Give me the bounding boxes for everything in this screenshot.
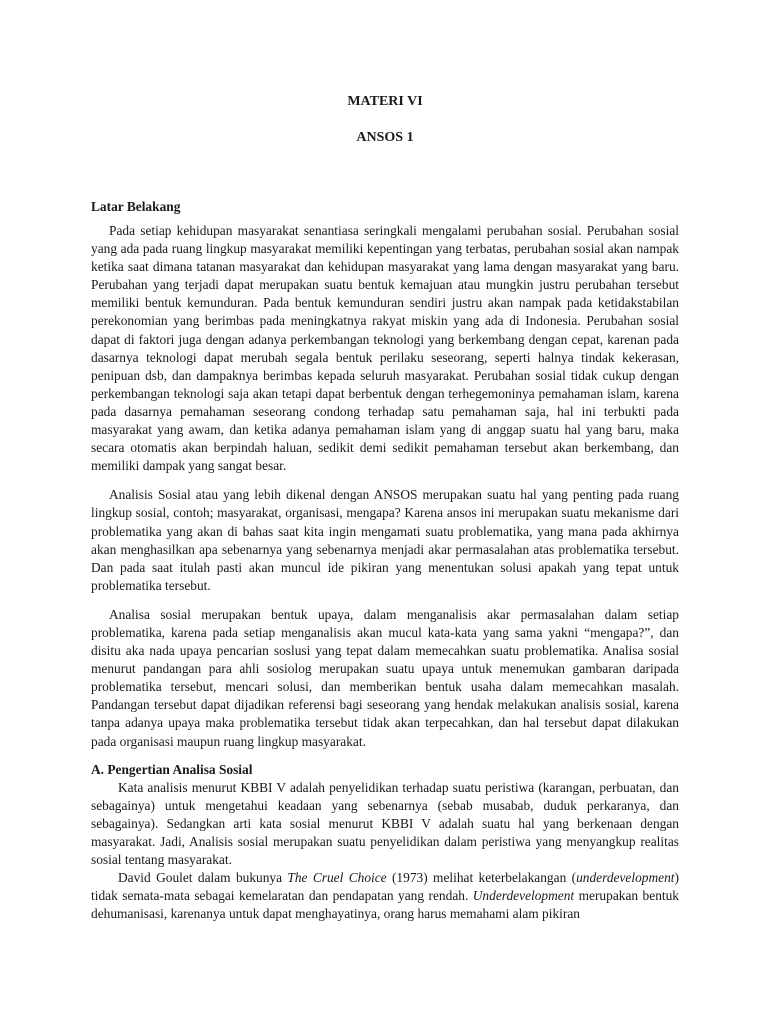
subsection-heading: A. Pengertian Analisa Sosial (91, 761, 253, 777)
text-segment: (1973) melihat keterbelakangan ( (386, 870, 577, 886)
italic-term: underdevelopment (576, 870, 675, 886)
paragraph-1: Pada setiap kehidupan masyarakat senantiasa seringkali mengalami perubahan sosial. Perubahan sosial yang ada pada ruang lingkup masyarakat memiliki kepentingan yang terbatas, perubahan sosial akan nampak ketika saat dimana tatanan masyarakat dan kehidupan masyarakat yang lama dengan masyarakat yang baru. Perubahan yang terjadi dapat merupakan suatu bentuk kemajuan atau mungkin justru perubahan tersebut memiliki bentuk kemunduran. Pada bentuk kemunduran sendiri justru akan nampak pada ketidakstabilan perekonomian yang berimbas pada meningkatnya rakyat miskin yang ada di Indonesia. Perubahan sosial dapat di faktori juga dengan adanya perkembangan teknologi yang berkembang dengan cepat, karenan pada dasarnya teknologi dapat merubah segala bentuk perilaku seseorang, seperti halnya tindak kekerasan, penipuan dsb, dan dampaknya berimbas kepada seluruh masyarakat. Perubahan sosial tidak cukup dengan perkembangan teknologi saja akan tetapi dapat berbentuk dengan terhegemoninya pemahaman islam, karena pada dasarnya pemahaman seseorang condong terhadap satu pemahaman saja, hal ini terbukti pada masyarakat yang awam, dan ketika adanya pemahaman islam yang di anggap suatu hal yang baru, maka secara otomatis akan berpindah haluan, sedikit demi sedikit pemahaman tersebut akan berkembang, dan memiliki dampak yang sangat besar. (91, 223, 679, 474)
text-segment: merupakan bentuk dehumanisasi, karenanya untuk dapat menghayatinya, orang harus memahami alam pikiran (91, 888, 679, 922)
italic-term: Underdevelopment (472, 888, 575, 904)
document-page (91, 92, 679, 923)
document-title: MATERI VI (347, 94, 423, 109)
subsection-paragraph-1: Kata analisis menurut KBBI V adalah penyelidikan terhadap suatu peristiwa (karangan, perbuatan, dan sebagainya) untuk mengetahui keadaan yang sebenarnya (sebab musabab, duduk perkaranya, dan sebagainya). Sedangkan arti kata sosial menurut KBBI V adalah suatu hal yang berkenaan dengan masyarakat. Jadi, Analisis sosial merupakan suatu penyelidikan dalam peristiwa yang menyangkup realitas sosial tentang masyarakat. (91, 779, 679, 867)
book-title: The Cruel Choice (287, 870, 387, 886)
section-heading: Latar Belakang (91, 199, 181, 214)
text-segment: David Goulet dalam bukunya (118, 870, 288, 886)
subsection-paragraph-2 (91, 869, 679, 923)
paragraph-2: Analisis Sosial atau yang lebih dikenal dengan ANSOS merupakan suatu hal yang penting pada ruang lingkup sosial, contoh; masyarakat, organisasi, mengapa? Karena ansos ini merupakan suatu mekanisme dari problematika yang akan di bahas saat kita ingin mengamati suatu problematika, yang mana pada akhirnya akan menghasilkan apa sebenarnya yang sebenarnya menjadi akar permasalahan atas problematika tersebut. Dan pada saat itulah pasti akan muncul ide pikiran yang menentukan solusi apakah yang tepat untuk problematika tersebut. (91, 487, 679, 593)
document-subtitle: ANSOS 1 (356, 130, 414, 145)
paragraph-3: Analisa sosial merupakan bentuk upaya, dalam menganalisis akar permasalahan dalam setiap problematika, karena pada setiap menganalisis akan mucul kata-kata yang sama yakni “mengapa?”, dan disitu aka nada upaya pencarian soslusi yang tepat dalam memecahkan suatu problematika. Analisa sosial menurut pandangan para ahli sosiolog merupakan suatu upaya untuk menemukan gambaran daripada problematika tersebut, mencari solusi, dan memberikan bentuk usaha dalam memecahkan masalah. Pandangan tersebut dapat dijadikan referensi bagi seseorang yang hendak melakukan analisis sosial, karena tanpa adanya upaya maka problematika tersebut tidak akan terpecahkan, dan hal tersebut dapat dilakukan pada organisasi maupun ruang lingkup masyarakat. (91, 606, 679, 749)
text-segment: ) tidak semata-mata sebagai kemelaratan dan pendapatan yang rendah. (91, 870, 679, 904)
